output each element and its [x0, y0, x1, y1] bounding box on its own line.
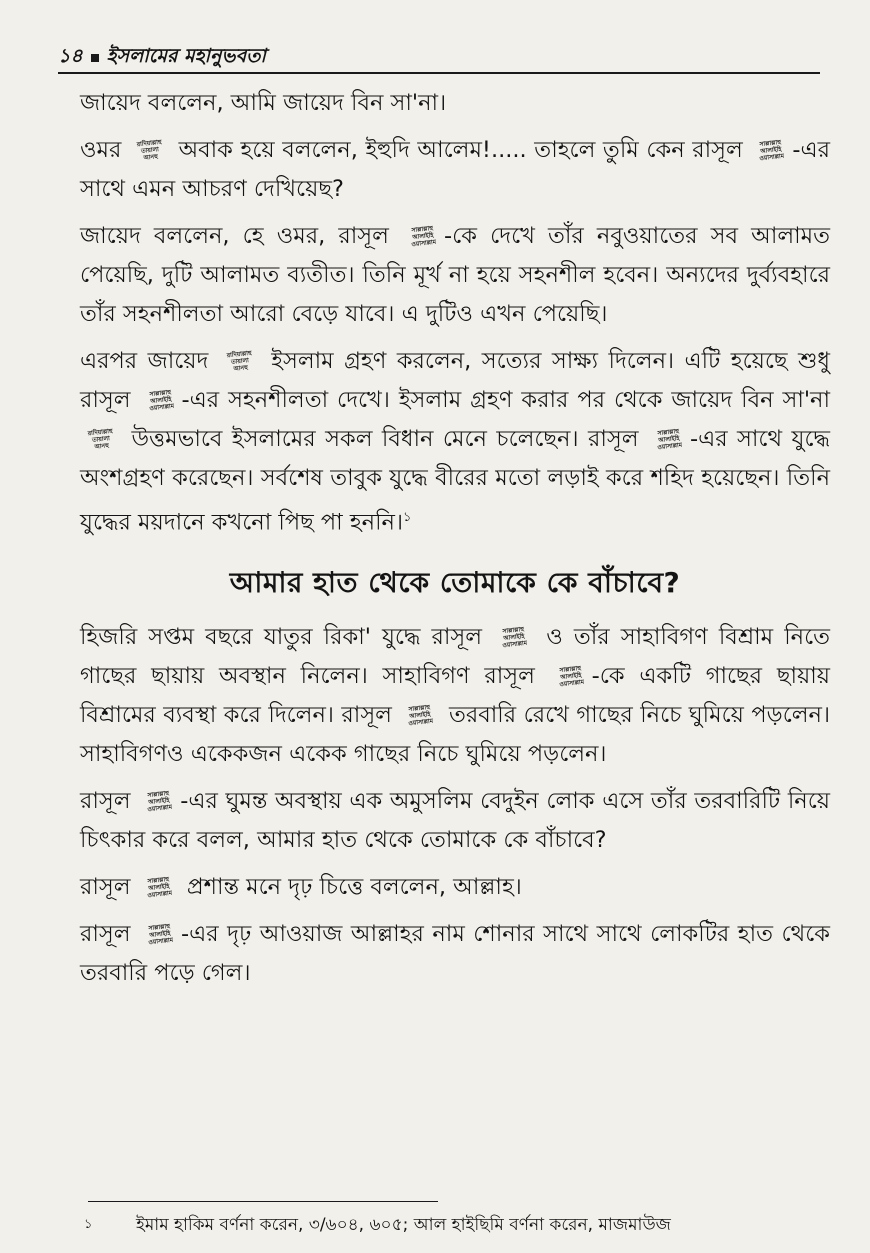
paragraph-text: রাসূল	[80, 873, 131, 900]
paragraph-text: -এর সহনশীলতা দেখে। ইসলাম গ্রহণ করার পর থেকে জায়েদ বিন সা'না	[181, 387, 831, 413]
paragraph-text: তরবারি রেখে গাছের নিচে ঘুমিয়ে পড়লেন। সাহাবিগণও একেকজন একেক গাছের নিচে ঘুমিয়ে পড়লেন।	[80, 701, 830, 767]
paragraph-text: হিজরি সপ্তম বছরে যাতুর রিকা' যুদ্ধে রাসূল	[80, 623, 483, 650]
paragraph-4	[80, 342, 830, 543]
sallallahu-alaihi-wasallam-icon: সাল্লাল্লাহু আলাইহি ওয়াসাল্লাম	[657, 427, 683, 452]
footnote-text: ইমাম হাকিম বর্ণনা করেন, ৩/৬০৪, ৬০৫; আল হাইছিমি বর্ণনা করেন, মাজমাউজ	[136, 1215, 671, 1235]
footnote-number: ১	[84, 1217, 93, 1232]
sallallahu-alaihi-wasallam-icon: সাল্লাল্লাহু আলাইহি ওয়াসাল্লাম	[147, 789, 173, 813]
footnote-marker[interactable]: ১	[403, 510, 412, 525]
sallallahu-alaihi-wasallam-icon: সাল্লাল্লাহু আলাইহি ওয়াসাল্লাম	[759, 138, 785, 163]
sallallahu-alaihi-wasallam-icon: সাল্লাল্লাহু আলাইহি ওয়াসাল্লাম	[408, 703, 434, 727]
sallallahu-alaihi-wasallam-icon: সাল্লাল্লাহু আলাইহি ওয়াসাল্লাম	[148, 388, 174, 413]
section-heading: আমার হাত থেকে তোমাকে কে বাঁচাবে?	[229, 565, 681, 599]
sallallahu-alaihi-wasallam-icon: সাল্লাল্লাহু আলাইহি ওয়াসাল্লাম	[146, 875, 173, 899]
page-number: ১৪	[58, 45, 83, 67]
paragraph-text: -এর সাথে এমন আচরণ দেখিয়েছ?	[80, 137, 830, 202]
paragraph-text: রাসূল	[80, 920, 131, 947]
paragraph-1	[80, 84, 830, 123]
paragraph-text: -এর ঘুমন্ত অবস্থায় এক অমুসলিম বেদুইন লোক এসে তাঁর তরবারিটি নিয়ে চিৎকার করে বলল, আমার হাত থেকে তোমাকে কে বাঁচাবে?	[80, 787, 831, 853]
paragraph-text: -এর দৃঢ় আওয়াজ আল্লাহর নাম শোনার সাথে সাথে লোকটির হাত থেকে তরবারি পড়ে গেল।	[80, 920, 830, 986]
paragraph-text: জায়েদ বললেন, আমি জায়েদ বিন সা'না।	[80, 90, 447, 116]
radiyallahu-anhu-icon: রাদিয়াল্লাহু তায়ালা আনহু	[87, 427, 114, 451]
paragraph-text: রাসূল	[80, 787, 131, 814]
section-paragraph-1	[80, 618, 830, 774]
paragraph-text: -কে একটি গাছের ছায়ায় বিশ্রামের ব্যবস্থা করে দিলেন। রাসূল	[80, 662, 831, 728]
sallallahu-alaihi-wasallam-icon: সাল্লাল্লাহু আলাইহি ওয়াসাল্লাম	[411, 224, 437, 249]
section-paragraph-2	[80, 782, 830, 860]
paragraph-text: -এর সাথে যুদ্ধে অংশগ্রহণ করেছেন। সর্বশেষ তাবুক যুদ্ধে বীরের মতো লড়াই করে শহিদ হয়েছেন। তিনি যুদ্ধের ময়দানে কখনো পিছ পা হননি।	[80, 426, 831, 536]
paragraph-text: উত্তমভাবে ইসলামের সকল বিধান মেনে চলেছেন। রাসূল	[131, 426, 639, 452]
running-title: ইসলামের মহানুভবতা	[106, 45, 266, 67]
paragraph-text: -কে দেখে তাঁর নবুওয়াতের সব আলামত পেয়েছি, দুটি আলামত ব্যতীত। তিনি মূর্খ না হয়ে সহনশীল হবেন। অন্যদের দুর্ব্যবহারে তাঁর সহনশীলতা আরো বেড়ে যাবে। এ দুটিও এখন পেয়েছি।	[80, 223, 830, 327]
paragraph-3	[80, 217, 830, 334]
paragraph-text: ও তাঁর সাহাবিগণ বিশ্রাম নিতে গাছের ছায়ায় অবস্থান নিলেন। সাহাবিগণ রাসূল	[80, 623, 831, 689]
paragraph-text: এরপর জায়েদ	[80, 348, 209, 374]
square-bullet-icon	[91, 54, 99, 62]
sallallahu-alaihi-wasallam-icon: সাল্লাল্লাহু আলাইহি ওয়াসাল্লাম	[148, 922, 174, 946]
sallallahu-alaihi-wasallam-icon: সাল্লাল্লাহু আলাইহি ওয়াসাল্লাম	[502, 625, 528, 649]
paragraph-2	[80, 131, 830, 209]
page-body	[80, 84, 830, 1001]
paragraph-text: অবাক হয়ে বললেন, ইহুদি আলেম!..... তাহলে তুমি কেন রাসূল	[178, 137, 743, 163]
paragraph-text: জায়েদ বললেন, হে ওমর, রাসূল	[80, 223, 389, 249]
sallallahu-alaihi-wasallam-icon: সাল্লাল্লাহু আলাইহি ওয়াসাল্লাম	[558, 664, 585, 688]
section-paragraph-3	[80, 868, 830, 907]
radiyallahu-anhu-icon: রাদিয়াল্লাহু তায়ালা আনহু	[226, 349, 252, 373]
paragraph-text: প্রশান্ত মনে দৃঢ় চিত্তে বললেন, আল্লাহ।	[186, 873, 522, 900]
paragraph-text: ওমর	[80, 137, 122, 163]
footnote-divider	[88, 1201, 438, 1202]
page-header	[58, 44, 820, 74]
paragraph-text: ইসলাম গ্রহণ করলেন, সত্যের সাক্ষ্য দিলেন। এটি হয়েছে শুধু রাসূল	[80, 348, 830, 413]
footnote	[84, 1212, 844, 1238]
radiyallahu-anhu-icon: রাদিয়াল্লাহু তায়ালা আনহু	[136, 138, 163, 162]
section-paragraph-4	[80, 915, 830, 993]
